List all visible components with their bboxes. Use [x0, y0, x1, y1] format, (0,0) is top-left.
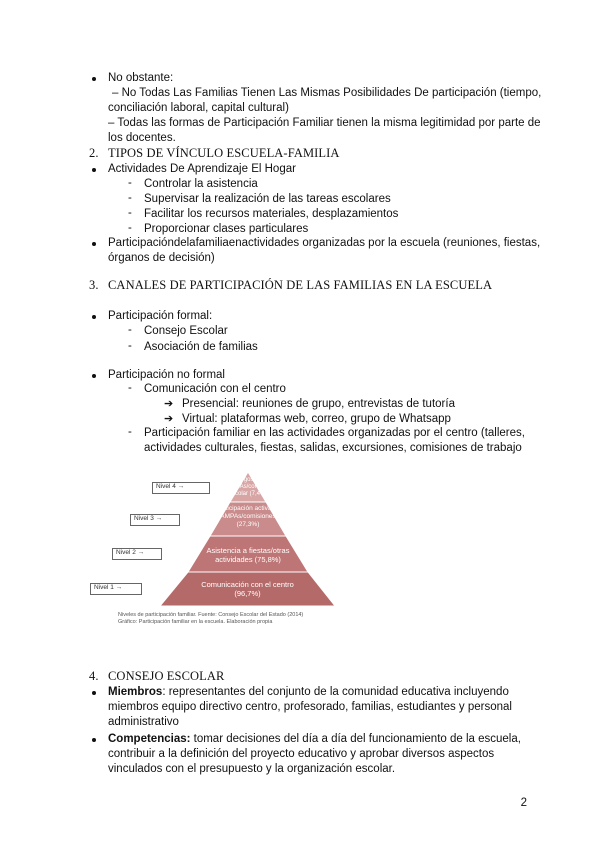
- intro-line: conciliación laboral, capital cultural): [108, 102, 289, 114]
- dash-marker: -: [128, 177, 132, 189]
- pyramid-text-line: Participación activa en: [215, 505, 281, 512]
- dash-marker: -: [128, 192, 132, 204]
- intro-line: – No Todas Las Familias Tienen Las Mismas Posibilidades De participación (tiempo,: [112, 87, 542, 99]
- level-label: Nivel 2 →: [116, 549, 145, 556]
- competencias-line: vinculados con el presupuesto y la organización escolar.: [108, 763, 396, 775]
- bullet-dot: [92, 374, 96, 378]
- section-number: 2.: [89, 146, 99, 160]
- intro-line: – Todas las formas de Participación Familiar tienen la misma legitimidad por parte de: [108, 117, 541, 129]
- pyramid-text-4: [203, 477, 293, 498]
- bullet-dot: [92, 691, 96, 695]
- section-title: CANALES DE PARTICIPACIÓN DE LAS FAMILIAS EN LA ESCUELA: [108, 278, 493, 292]
- bullet-dot: [92, 168, 96, 172]
- level-label: Nivel 1 →: [94, 584, 123, 591]
- sub-item: Participación familiar en las actividades organizadas por el centro (talleres,: [144, 427, 525, 439]
- pyramid-text-line: actividades (75,8%): [215, 555, 281, 564]
- section-title: TIPOS DE VÍNCULO ESCUELA-FAMILIA: [108, 146, 340, 160]
- miembros-text: : representantes del conjunto de la comunidad educativa incluyendo: [162, 686, 509, 698]
- intro-line: los docentes.: [108, 132, 176, 144]
- sub-item: Controlar la asistencia: [144, 178, 258, 190]
- list-item: Participación no formal: [108, 369, 225, 381]
- sub-sub-item: Presencial: reuniones de grupo, entrevistas de tutoría: [182, 398, 455, 410]
- pyramid-text-line: Comunicación con el centro: [201, 580, 294, 589]
- pyramid-text-line: (96,7%): [234, 589, 261, 598]
- dash-marker: -: [128, 222, 132, 234]
- pyramid-text-line: escolar (7,4%): [228, 491, 268, 497]
- dash-marker: -: [128, 340, 132, 352]
- list-item-cont: órganos de decisión): [108, 252, 215, 264]
- dash-marker: -: [128, 207, 132, 219]
- bullet-dot: [92, 77, 96, 81]
- sub-item: Comunicación con el centro: [144, 383, 286, 395]
- pyramid-text-3: [198, 505, 298, 529]
- level-label: Nivel 4 →: [156, 483, 185, 490]
- figure-caption: Niveles de participación familiar. Fuente: Consejo Escolar del Estado (2014): [118, 612, 304, 618]
- pyramid-text-line: AMPAs/comisiones: [220, 513, 276, 520]
- miembros-line: administrativo: [108, 716, 179, 728]
- sub-item-cont: actividades culturales, fiestas, salidas, excursiones, comisiones de trabajo: [144, 442, 522, 454]
- sub-item: Supervisar la realización de las tareas escolares: [144, 193, 391, 205]
- sub-item: Consejo Escolar: [144, 325, 228, 337]
- list-item: Participación formal:: [108, 310, 213, 322]
- pyramid-text-line: (27,3%): [236, 521, 260, 528]
- pyramid-text-1: [175, 580, 320, 598]
- competencias-label: Competencias:: [108, 733, 191, 745]
- arrow-icon: ➔: [164, 398, 174, 410]
- arrow-icon: ➔: [164, 413, 174, 425]
- list-item: Participacióndelafamiliaenactividades organizadas por la escuela (reuniones, fiestas,: [108, 237, 541, 249]
- pyramid-text-line: AMPAs/consejo: [227, 484, 269, 490]
- section-number: 4.: [89, 669, 99, 683]
- competencias-line: [108, 732, 521, 747]
- miembros-label: Miembros: [108, 686, 163, 698]
- participation-pyramid: [90, 468, 360, 643]
- dash-marker: -: [128, 382, 132, 394]
- pyramid-text-2: [185, 546, 311, 564]
- figure-caption: Gráfico: Participación familiar en la escuela. Elaboración propia: [118, 619, 273, 625]
- dash-marker: -: [128, 426, 132, 438]
- miembros-line: miembros equipo directivo centro, profesorado, familias, estudiantes y personal: [108, 701, 512, 713]
- miembros-line: [108, 685, 509, 700]
- competencias-line: contribuir a la definición del proyecto educativo y aprobar diversos aspectos: [108, 748, 495, 760]
- bullet-dot: [92, 738, 96, 742]
- pyramid-text-line: Cargos en: [234, 477, 262, 483]
- section-title: CONSEJO ESCOLAR: [108, 669, 225, 683]
- pyramid-text-line: Asistencia a fiestas/otras: [206, 546, 290, 555]
- section-number: 3.: [89, 278, 99, 292]
- intro-bullet: No obstante:: [108, 72, 174, 84]
- bullet-dot: [92, 242, 96, 246]
- dash-marker: -: [128, 324, 132, 336]
- list-item: Actividades De Aprendizaje El Hogar: [108, 163, 296, 175]
- bullet-dot: [92, 315, 96, 319]
- sub-item: Facilitar los recursos materiales, desplazamientos: [144, 208, 399, 220]
- page-number: 2: [520, 797, 527, 809]
- competencias-text: tomar decisiones del día a día del funcionamiento de la escuela,: [190, 733, 521, 745]
- sub-item: Proporcionar clases particulares: [144, 223, 309, 235]
- level-label: Nivel 3 →: [134, 515, 163, 522]
- sub-item: Asociación de familias: [144, 341, 258, 353]
- sub-sub-item: Virtual: plataformas web, correo, grupo de Whatsapp: [182, 413, 451, 425]
